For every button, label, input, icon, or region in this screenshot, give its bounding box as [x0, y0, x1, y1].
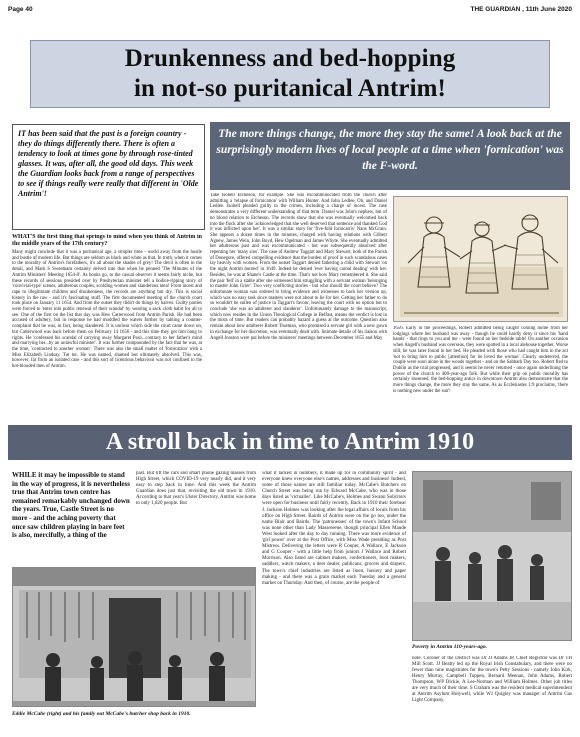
article2-column4 — [412, 656, 572, 734]
headline-line2: in not-so puritanical Antrim! — [134, 75, 446, 102]
article1-col3-text: 1656. Early in the proceedings, Robert admitted being caught coming home from her lodgings where her husband was away - though he could hardly deny it since his 'hand bands' - that rings to you and me - were found on her bedside table! On another occasion when Angell's husband was overseas, they were spotted in a local alehouse together. Worse still, he was later found in her bed. He pleaded with those who had caught him in the act 'not to bring him to public [attention] for he loved the woman'. Clearly undeterred, the couple were soon alone in the woods together - and on the Sabbath Day too. Robert fled to Dublin as the trial progressed, and it seems he never returned - once again underlining the power of the church to 400-year-ago folk. But while their grip on public morality has certainly loosened, the bed-hopping antics in downtown Antrim also demonstrate that the more things change, the more they stay the same. As as Ecclesiastes 1:9 proclaims, 'there is nothing new under the sun'! — [393, 326, 568, 394]
poverty-photo — [412, 471, 572, 641]
article1-question: WHAT'S the first thing that springs to mind when you think of Antrim in the middle years of the 17th century? — [12, 234, 202, 247]
section-headline-band: A stroll back in time to Antrim 1910 — [8, 425, 572, 460]
woodcut-illustration — [393, 196, 568, 322]
article2-col4-text: note. Coroner of the District was Dr JJ Adams JP, Chief Registrar was Dr TH Mill Scott. JJ Beatty led up the Royal Irish Constabulary, and there were no fewer than nine magistrates for the town's Petty Sessions - namely John Kirk, Henry Murray, Campbell Tuppen, Bernard Meenan, John Adams, Robert Thompson, WP Dickie, A Lee-Norman and William Holmes. Other job titles are very much of their time. S Graham was the resident medical superintendent at Antrim Asylum Holywell, while WJ Quigley was manager of Antrim Gas Light Company. — [412, 656, 572, 703]
paper-dateline: THE GUARDIAN , 11th June 2020 — [470, 5, 572, 13]
article2-column3 — [262, 471, 406, 733]
page-number: Page 40 — [8, 5, 33, 13]
article2-column2 — [136, 471, 256, 563]
pull-quote-box: The more things change, the more they stay the same! A look back at the surprisingly modern lives of local people at a time when 'fornication' was the F-word. — [210, 122, 570, 190]
article2-col3-text: what it lacked in numbers, it made up for in community spirit - and everyone knew everyone else's names, addresses and business! Indeed, some of those names are still familiar today. McCabe's Butchers on Church Street was being run by Edward McCabe, who was in those days listed as 'victualler'. Like McCabe's, Holmes and Swann Solicitors were open for business until fairly recently. Back in 1910 their forebear J. Jackson Holmes was looking after the legal affairs of locals from his office on High Street. Bairds of Antrim were on the go too, under the name Blair and Bairds. The 'patronesses' of the town's Infant School was none other than Lady Massereene, though principal Ellen Maude West looked after the day to day running. There was more evidence of 'girl power' over at the Post Office, with Miss Wade presiding as Post Mistress. Delivering the letters were R Cooper, A Wallace, E Jackson and G Cooper - with a little help from juniors J Wallace and Robert Morrison. Also listed are cabinet makers, confectioners, boot makers, saddlers, watch makers, a deer dealer, publicans, grocers and drapers. The town's chief industries are listed as linen, hosiery and paper making - and there was a grain market each Tuesday and a general market on Thursday. And then, of course, are the people of — [262, 471, 406, 586]
standfirst-box: IT has been said that the past is a foreign country - they do things differently there. There is often a tendency to look at times gone by through rose-tinted glasses. It was, after all, the good old days. This week the Guardian looks back from a range of perspectives to see if things really were really that different in 'Olde Antrim'! — [12, 124, 205, 230]
headline-line1: Drunkenness and bed-hopping — [124, 45, 456, 72]
photo-caption-poverty: Poverty in Antrim 110-years-ago. — [412, 644, 487, 650]
page-header — [8, 4, 572, 14]
article1-column1 — [12, 234, 202, 420]
article2-col2-text: past. But lift the cars and smart phone gazing masses from High Street, which COVID-19 very nearly did, and it very easy to step back in time. And this week the Antrim Guardian does just that, revisiting the old town in 1910. According to that year's Ulster Directory, Antrim was home to only 1,820 people. But — [136, 471, 256, 506]
article1-column2 — [210, 193, 387, 420]
article2-lead: WHILE it may be impossible to stand in the way of progress, it is nevertheless true that Antrim town centre has remained remarkably unchanged down the years. True, Castle Street is no more - and the aching poverty that once saw children playing in bare feet is also, mercifully, a thing of the — [12, 471, 130, 540]
photo-caption-butcher: Eddie McCabe (right) and his family out McCabe's butcher shop back in 1910. — [12, 711, 191, 717]
butcher-shop-photo — [12, 567, 256, 707]
main-headline — [30, 40, 550, 108]
article1-column3 — [393, 326, 568, 420]
article1-col1-text: Many might conclude that it was a puritanical age, a simpler time - world away from the hustle and bustle of modern life. But things are seldom as black and white as that. In truth, when it comes to the morality of Antrim's forefathers, it's all about the shades of grey! The devil is often in the detail, and Mark S Sweetnam certainly delved into that when he penned 'The Minutes of the Antrim Ministers' Meeting 1654-8'. As books go, to the casual observer it seems fairly niche, but these records of sessions presided over by Presbyterian minister tell a bodice-ripping story of 'convivial-type' scenes, adulterous couples, scolding women and slanderous men! From incest and rape to illegitimate children and drunkenness, the records are anything but dry. This is social history in the raw - and it's fascinating stuff. The first documented meeting of the church court took place on January 11 1654. And from the outset they didn't do things by halves. Guilty parties were forced to 'enter into public renewal of their scandal' by wearing a sack cloth habit for all to see. One of the first on the list that day was Hew Catterwood from Antrim Parish. He had been accused of adultery, but in response he had muddled the waters further by tabling a counter-complaint that he was, in fact, being slandered. It is unclear which side the court came down on, but Catterwood was back before them on February 14 1656 - and this time they got him bang to rights. He 'confessed his scandal of carrying away Margaret Pool...contrary to her father's mind and marrying her...by an unlawful minister'. It was further compounded by the fact that he was, at the time, 'contracted to another woman'. There was also the small matter of 'fornication' with a Miss Elizabeth Lindsay. Tut tut. He was named, shamed but ultimately absolved. This was, however, far from an isolated case - and this sort of licentious behaviour was not confined to the hot-blooded men of Antrim. — [12, 250, 202, 370]
article1-col2-text: Take Isobell Etcheson, for example. She was excommunicated from the church after admitting a 'relapse of fornication' with William Hunter. And John Ledlee, Oh, and Daniel Ledlee. Isobell pleaded guilty to the crimes, including a charge of incest. The case demonstrates a very different understanding of that term. Daniel was John's nephew, but of no blood relation to Etcheson. The records show that she was eventually welcomed back into the flock after she 'acknowledged that she well deserved that sentence and thanked God it was inflicted upon her'. It was a similar story for 'five-fold fornicatrix' Nans McGrain. She appears a dozen times in the minutes, charged with having relations with Gilbert Agnew, James Wein, John Boyd, Hew Ogelman and James Whyte. She eventually admitted her adulterous past and was excommunicated - but was subsequently absolved after repenting her 'many sins'. The case of Andrew Taggart and Mary Stewart, both of the Parish of Donegore, offered compelling evidence that the burden of proof in such scandalous cases lay heavily with women. From the outset Taggart denied fathering a child with Stewart 'on the night Antrim burned' in 1649. Indeed he denied 'ever having carnal dealing' with her. Besides, he was at Shane's Castle at the time. That's not how Mary remembered it. She said the pair 'fell' in a stable after she witnessed him struggling with a servant woman 'belonging to master John Grier'. Two very conflicting stories - but who should the court believe? The unfortunate woman was ordered to bring evidence and witnesses to back her version up, which was no easy task since masters were not about to lie for her. Getting her father to do so wouldn't be sullen of justice in Taggart's favour, leaving the court with no option but to conclude 'she was an adulterer and slanderer'. Unfortunately damage to the manuscript, which now resides in the Union Theological College in Belfast, means the verdict is lost in the mists of time. But readers can probably hazard a guess at the outcome. Question also remain about how adulterer Robert Trueman, who promised a servant girl with a new gown in exchange for her discretion, was eventually dealt with. Intimate details of his liaison with Angell Jonston were put before the ministers' meetings between December 1655 and May — [210, 193, 387, 341]
